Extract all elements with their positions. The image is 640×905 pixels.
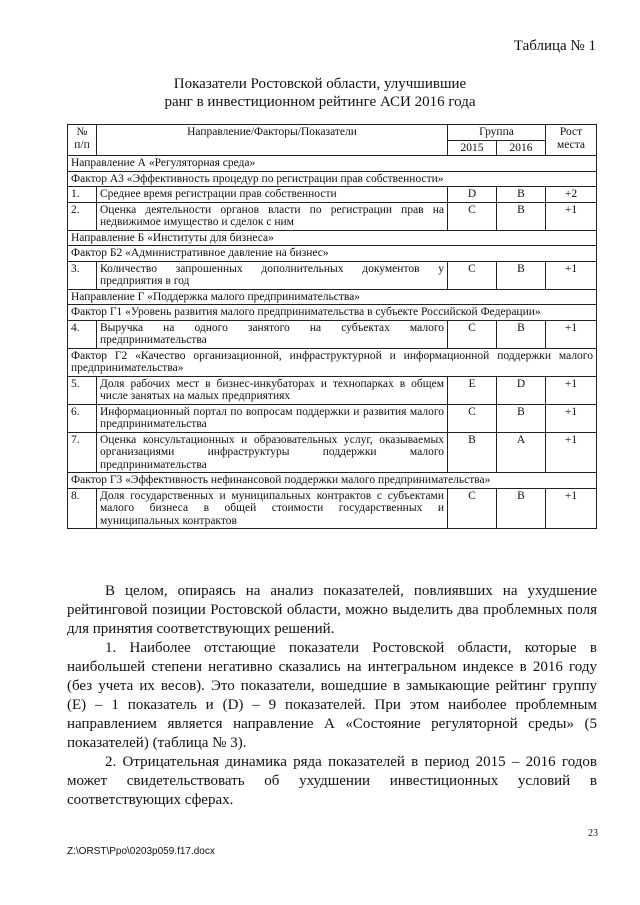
section-row xyxy=(68,289,597,305)
row-group-2015: C xyxy=(448,202,497,230)
row-no: 5. xyxy=(68,376,97,404)
row-rank: +1 xyxy=(546,432,597,473)
row-no: 4. xyxy=(68,320,97,348)
section-row xyxy=(68,171,597,187)
row-no: 1. xyxy=(68,187,97,203)
page-number: 23 xyxy=(588,828,598,839)
direction-a: Направление А «Регуляторная среда» xyxy=(68,156,597,172)
table-row xyxy=(68,376,597,404)
table-row xyxy=(68,404,597,432)
row-group-2015: C xyxy=(448,404,497,432)
row-rank: +1 xyxy=(546,320,597,348)
paragraph: 1. Наиболее отстающие показатели Ростовской области, которые в наибольшей степени негативно сказались на интегральном индексе в 2016 году (без учета их весов). Это показатели, вошедшие в замыкающие рейтинг группу (E) – 1 показатель и (D) – 9 показателей. При этом наиболее проблемным направлением является направление А «Состояние регуляторной среды» (5 показателей) (таблица № 3). xyxy=(67,640,597,751)
row-name: Количество запрошенных дополнительных документов у предприятия в год xyxy=(97,261,448,289)
row-no: 2. xyxy=(68,202,97,230)
paragraph: 2. Отрицательная динамика ряда показателей в период 2015 – 2016 годов может свидетельствовать об ухудшении инвестиционных условий в соответствующих сферах. xyxy=(67,754,597,808)
row-group-2016: B xyxy=(497,404,546,432)
factor-a3: Фактор А3 «Эффективность процедур по регистрации прав собственности» xyxy=(68,171,597,187)
row-group-2015: C xyxy=(448,261,497,289)
header-2016: 2016 xyxy=(497,140,546,156)
table-row xyxy=(68,187,597,203)
row-rank: +1 xyxy=(546,404,597,432)
body-text xyxy=(67,582,597,810)
table-row xyxy=(68,432,597,473)
row-group-2015: C xyxy=(448,488,497,529)
section-row xyxy=(68,230,597,246)
section-row xyxy=(68,305,597,321)
row-group-2016: B xyxy=(497,202,546,230)
header-no-sign: № xyxy=(76,126,88,138)
factor-g3: Фактор Г3 «Эффективность нефинансовой поддержки малого предпринимательства» xyxy=(68,473,597,489)
row-group-2016: B xyxy=(497,488,546,529)
table-row xyxy=(68,488,597,529)
header-2015: 2015 xyxy=(448,140,497,156)
row-group-2015: B xyxy=(448,432,497,473)
row-group-2016: D xyxy=(497,376,546,404)
row-group-2015: D xyxy=(448,187,497,203)
section-row xyxy=(68,246,597,262)
footer-file-path: Z:\ORST\Ppo\0203p059.f17.docx xyxy=(67,846,215,857)
factor-g2: Фактор Г2 «Качество организационной, инфраструктурной и информационной поддержки малого предпринимательства» xyxy=(68,348,597,376)
row-name: Среднее время регистрации прав собственности xyxy=(97,187,448,203)
row-name: Информационный портал по вопросам поддержки и развития малого предпринимательства xyxy=(97,404,448,432)
direction-b: Направление Б «Институты для бизнеса» xyxy=(68,230,597,246)
title-line-1: Показатели Ростовской области, улучшившие xyxy=(173,76,467,92)
row-rank: +1 xyxy=(546,376,597,404)
section-row xyxy=(68,156,597,172)
factor-g1: Фактор Г1 «Уровень развития малого предпринимательства в субъекте Российской Федерации» xyxy=(68,305,597,321)
row-group-2015: C xyxy=(448,320,497,348)
header-rank: Рост места xyxy=(546,125,597,156)
row-rank: +1 xyxy=(546,261,597,289)
row-name: Доля государственных и муниципальных контрактов с субъектами малого бизнеса в общей стоимости государственных и муниципальных контрактов xyxy=(97,488,448,529)
row-name: Оценка деятельности органов власти по регистрации прав на недвижимое имущество и сделок с ним xyxy=(97,202,448,230)
paragraph: В целом, опираясь на анализ показателей, повлиявших на ухудшение рейтинговой позиции Ростовской области, можно выделить два проблемных поля для принятия соответствующих решений. xyxy=(67,583,597,637)
row-group-2015: E xyxy=(448,376,497,404)
section-row xyxy=(68,348,597,376)
row-no: 8. xyxy=(68,488,97,529)
row-group-2016: B xyxy=(497,187,546,203)
header-no xyxy=(68,125,97,156)
row-no: 6. xyxy=(68,404,97,432)
row-group-2016: B xyxy=(497,261,546,289)
row-no: 7. xyxy=(68,432,97,473)
document-title xyxy=(0,75,640,111)
row-group-2016: A xyxy=(497,432,546,473)
row-group-2016: B xyxy=(497,320,546,348)
row-rank: +1 xyxy=(546,488,597,529)
header-group: Группа xyxy=(448,125,546,141)
header-name: Направление/Факторы/Показатели xyxy=(97,125,448,156)
table-row xyxy=(68,320,597,348)
table-row xyxy=(68,202,597,230)
indicators-table xyxy=(67,124,597,529)
row-name: Оценка консультационных и образовательных услуг, оказываемых организациями инфраструктуры поддержки малого предпринимательства xyxy=(97,432,448,473)
factor-b2: Фактор Б2 «Административное давление на бизнес» xyxy=(68,246,597,262)
row-name: Доля рабочих мест в бизнес-инкубаторах и технопарках в общем числе занятых на малых предприятиях xyxy=(97,376,448,404)
header-no-sub: п/п xyxy=(74,138,90,151)
row-rank: +1 xyxy=(546,202,597,230)
title-line-2: ранг в инвестиционном рейтинге АСИ 2016 года xyxy=(164,94,476,110)
row-rank: +2 xyxy=(546,187,597,203)
row-name: Выручка на одного занятого на субъектах малого предпринимательства xyxy=(97,320,448,348)
direction-g: Направление Г «Поддержка малого предпринимательства» xyxy=(68,289,597,305)
table-row xyxy=(68,261,597,289)
table-label: Таблица № 1 xyxy=(513,38,596,54)
header-row xyxy=(68,125,597,141)
row-no: 3. xyxy=(68,261,97,289)
section-row xyxy=(68,473,597,489)
